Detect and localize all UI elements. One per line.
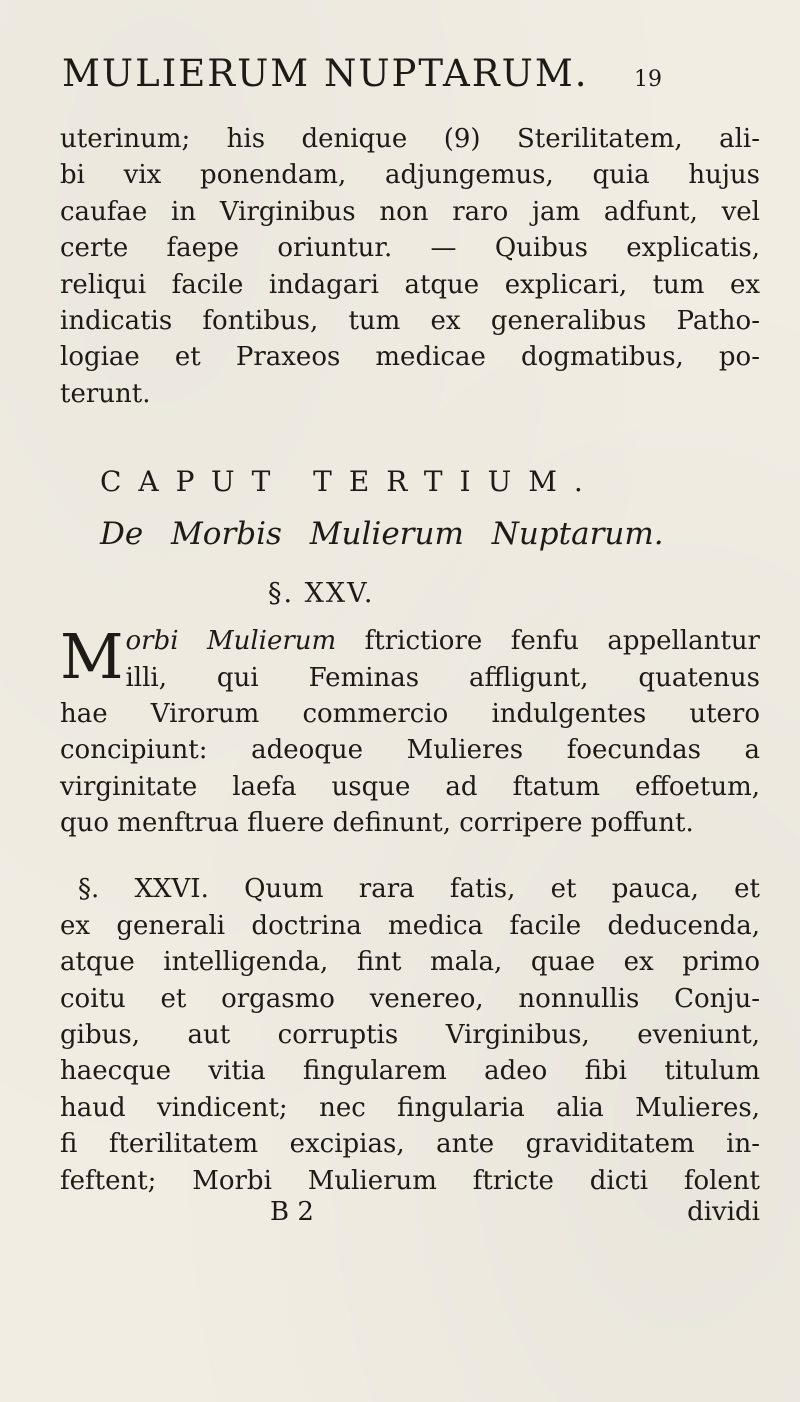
page-footer <box>120 1197 760 1227</box>
text-line: certe faepe oriuntur. — Quibus explicatis, <box>60 233 760 264</box>
italic-phrase: orbi Mulierum <box>125 626 337 657</box>
text-line: logiae et Praxeos medicae dogmatibus, po- <box>60 342 760 373</box>
text-line: atque intelligenda, fint mala, quae ex primo <box>60 947 760 978</box>
text-line: feftent; Morbi Mulierum ftricte dicti folent <box>60 1165 760 1196</box>
section-25-text <box>60 620 760 841</box>
paragraph-continued <box>60 121 760 412</box>
text-line: uterinum; his denique (9) Sterilitatem, ali- <box>60 124 760 154</box>
text-run: ftrictiore fenfu appellantur <box>336 626 760 657</box>
text-line <box>60 623 760 659</box>
text-line: indicatis fontibus, tum ex generalibus Patho- <box>60 305 760 336</box>
text-line: caufae in Virginibus non raro jam adfunt, vel <box>60 196 760 227</box>
text-line: illi, qui Feminas affligunt, quatenus <box>125 662 760 693</box>
text-line: gibus, aut corruptis Virginibus, eveniunt, <box>60 1020 760 1051</box>
text-line: coitu et orgasmo venereo, nonnullis Conju- <box>60 983 760 1014</box>
text-line: ex generali doctrina medica facile deducenda, <box>60 910 760 941</box>
text-line: reliqui facile indagari atque explicari, tum ex <box>60 269 760 300</box>
page-number: 19 <box>634 67 662 92</box>
text-line: fi fterilitatem excipias, ante graviditatem in- <box>60 1129 760 1160</box>
section-26-text <box>60 871 760 1199</box>
section-number: §. XXV. <box>268 578 375 610</box>
text-line: bi vix ponendam, adjungemus, quia hujus <box>60 160 760 191</box>
chapter-heading: CAPUT TERTIUM. <box>100 465 600 499</box>
catchword: dividi <box>687 1196 760 1227</box>
text-line: haud vindicent; nec fingularia alia Mulieres, <box>60 1092 760 1123</box>
drop-capital: M <box>60 620 124 694</box>
text-line: §. XXVI. Quum rara fatis, et pauca, et <box>78 874 760 905</box>
text-line: hae Virorum commercio indulgentes utero <box>60 698 760 729</box>
text-line: quo menftrua fluere definunt, corripere poffunt. <box>60 808 694 839</box>
running-head <box>62 52 662 95</box>
text-line: haecque vitia fingularem adeo fibi titulum <box>60 1056 760 1087</box>
text-line: virginitate laefa usque ad ftatum effoetum, <box>60 771 760 802</box>
running-title: MULIERUM NUPTARUM. <box>62 52 589 95</box>
chapter-subtitle: De Morbis Mulierum Nuptarum. <box>100 516 664 553</box>
text-line: terunt. <box>60 378 151 409</box>
signature-mark: B 2 <box>270 1196 314 1227</box>
text-line: concipiunt: adeoque Mulieres foecundas a <box>60 735 760 766</box>
